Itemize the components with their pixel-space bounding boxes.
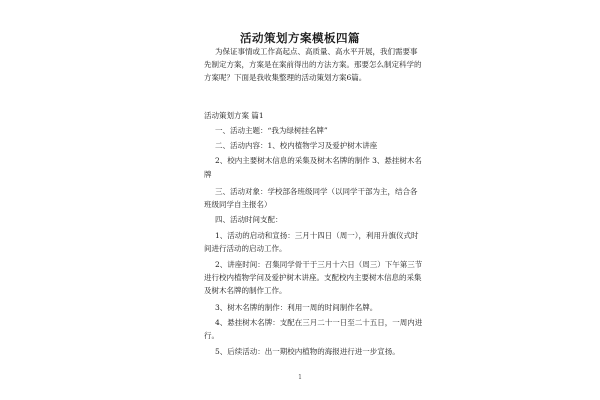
body-line: 行。 [204, 331, 219, 340]
body-line: 牌 [204, 170, 212, 179]
body-line: 间进行活动的启动工作。 [204, 244, 287, 253]
body-line: 2、校内主要树木信息的采集及树木名牌的制作 3、悬挂树木名 [215, 156, 422, 165]
body-line: 4、悬挂树木名牌：支配在三月二十一日至二十五日，一周内进 [215, 318, 423, 327]
body-line: 四、活动时间支配： [215, 215, 283, 224]
page-number: 1 [298, 374, 302, 381]
body-line: 1、活动的启动和宣扬：三月十四日（周一），利用升旗仪式时 [215, 231, 419, 240]
page-title: 活动策划方案模板四篇 [240, 31, 360, 45]
intro-line: 方案呢？下面是我收集整理的活动策划方案6篇。 [204, 73, 367, 82]
body-line: 及树木名牌的制作工作。 [204, 286, 287, 295]
intro-line: 先制定方案，方案是在案前得出的方法方案。那要怎么制定科学的 [204, 60, 422, 69]
body-line: 一、活动主题：“我为绿树挂名牌” [215, 126, 328, 135]
section-heading: 活动策划方案 篇1 [204, 111, 264, 120]
body-line: 三、活动对象：学校部各班级同学（以同学干部为主，结合各 [215, 187, 418, 196]
body-line: 班级同学自主报名） [204, 200, 272, 209]
body-line: 二、活动内容：1、校内植物学习及爱护树木讲座 [215, 141, 378, 150]
body-line: 2、讲座时间：召集同学骨干于三月十六日（周三）下午第三节 [215, 260, 423, 269]
body-line: 进行校内植物学问及爱护树木讲座。支配校内主要树木信息的采集 [204, 273, 422, 282]
body-line: 3、树木名牌的制作：利用一周的时间制作名牌。 [215, 303, 378, 312]
intro-line: 为保证事情或工作高起点、高质量、高水平开展，我们需要事 [215, 47, 418, 56]
body-line: 5、后续活动：出一期校内植物的海报进行进一步宣扬。 [215, 347, 400, 356]
